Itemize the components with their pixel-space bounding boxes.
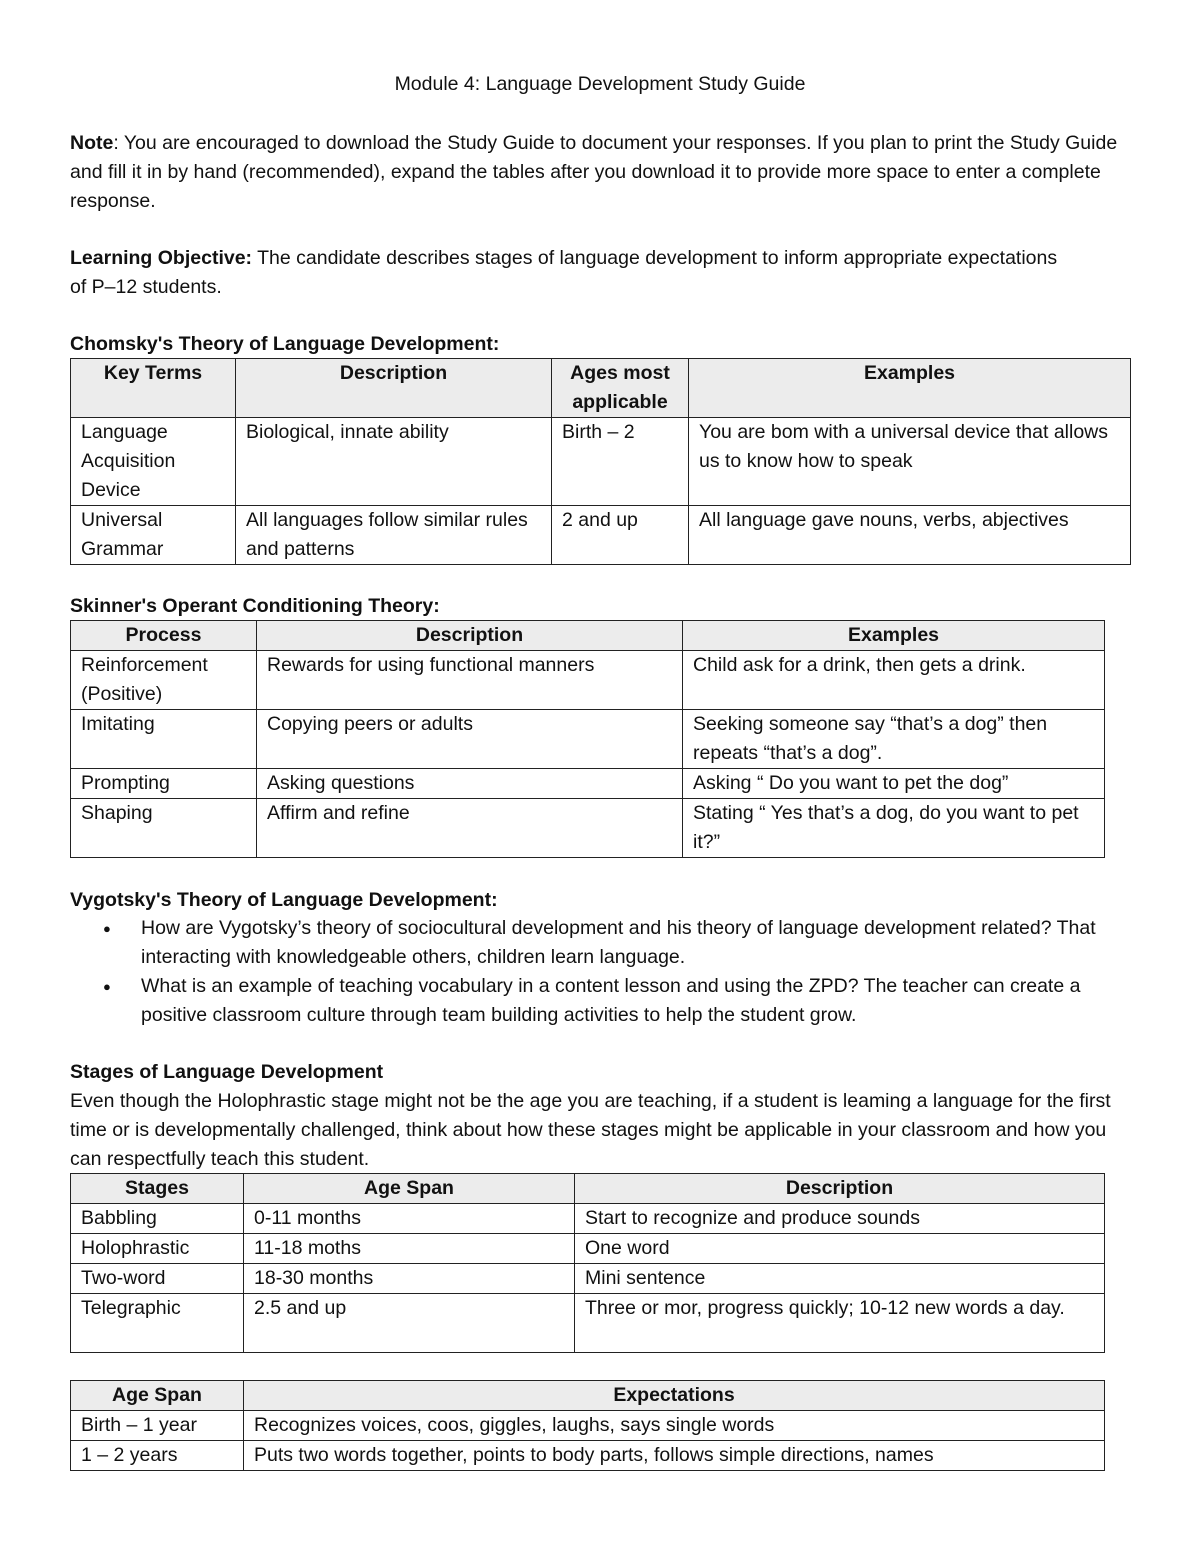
table-cell: Rewards for using functional manners (257, 651, 683, 710)
table-cell: Two-word (71, 1264, 244, 1294)
table-cell: Start to recognize and produce sounds (575, 1204, 1105, 1234)
table-cell: Asking questions (257, 769, 683, 799)
column-header: Examples (689, 359, 1131, 418)
note-text: : You are encouraged to download the Study Guide to document your responses. If you plan to print the Study Guide and fill it in by hand (recommended), expand the tables after you download it to provide more space to enter a complete response. (70, 132, 1118, 212)
table-cell: 18-30 months (244, 1264, 575, 1294)
table-cell: All language gave nouns, verbs, abjectives (689, 506, 1131, 565)
chomsky-table (70, 358, 1131, 565)
table-row (71, 710, 1105, 769)
chomsky-heading: Chomsky's Theory of Language Development: (70, 333, 500, 355)
table-cell: Imitating (71, 710, 257, 769)
table-row (71, 418, 1131, 506)
note-label: Note (70, 132, 114, 154)
table-header-row (71, 621, 1105, 651)
objective-text: The candidate describes stages of language development to inform appropriate expectations of P–12 students. (70, 247, 1058, 298)
table-row (71, 1234, 1105, 1264)
table-cell: Universal Grammar (71, 506, 236, 565)
page-title: Module 4: Language Development Study Guide (394, 73, 806, 95)
table-cell: 11-18 moths (244, 1234, 575, 1264)
table-cell: Seeking someone say “that’s a dog” then repeats “that’s a dog”. (683, 710, 1105, 769)
column-header: Age Span (71, 1381, 244, 1411)
column-header: Key Terms (71, 359, 236, 418)
table-cell: 0-11 months (244, 1204, 575, 1234)
table-header-row (71, 1381, 1105, 1411)
expectations-table (70, 1380, 1105, 1471)
table-cell: You are bom with a universal device that allows us to know how to speak (689, 418, 1131, 506)
table-cell: Recognizes voices, coos, giggles, laughs, says single words (244, 1411, 1105, 1441)
table-cell: Asking “ Do you want to pet the dog” (683, 769, 1105, 799)
table-header-row (71, 359, 1131, 418)
skinner-table (70, 620, 1105, 858)
vygotsky-heading: Vygotsky's Theory of Language Development: (70, 889, 498, 911)
table-cell: Biological, innate ability (236, 418, 552, 506)
table-row (71, 799, 1105, 858)
column-header: Expectations (244, 1381, 1105, 1411)
table-cell: Mini sentence (575, 1264, 1105, 1294)
table-cell: Three or mor, progress quickly; 10-12 new words a day. (575, 1294, 1105, 1353)
column-header: Examples (683, 621, 1105, 651)
column-header: Stages (71, 1174, 244, 1204)
table-cell: Shaping (71, 799, 257, 858)
table-cell: Birth – 1 year (71, 1411, 244, 1441)
table-cell: Telegraphic (71, 1294, 244, 1353)
table-cell: Reinforcement (Positive) (71, 651, 257, 710)
skinner-heading: Skinner's Operant Conditioning Theory: (70, 595, 440, 617)
table-cell: Prompting (71, 769, 257, 799)
list-item: ● How are Vygotsky’s theory of sociocultural development and his theory of language development related? That interacting with knowledgeable others, children learn language. (70, 914, 1110, 972)
vygotsky-bullet-list (70, 914, 1110, 1030)
table-cell: Babbling (71, 1204, 244, 1234)
table-cell: 1 – 2 years (71, 1441, 244, 1471)
stages-intro: Even though the Holophrastic stage might not be the age you are teaching, if a student is leaming a language for the first time or is developmentally challenged, think about how these stages might be applicable in your classroom and how you can respectfully teach this student. (70, 1090, 1111, 1170)
table-cell: Holophrastic (71, 1234, 244, 1264)
table-cell: Stating “ Yes that’s a dog, do you want to pet it?” (683, 799, 1105, 858)
column-header: Ages most applicable (552, 359, 689, 418)
note-paragraph (70, 129, 1130, 216)
table-cell: 2.5 and up (244, 1294, 575, 1353)
column-header: Age Span (244, 1174, 575, 1204)
stages-table (70, 1173, 1105, 1353)
table-cell: Copying peers or adults (257, 710, 683, 769)
table-cell: Puts two words together, points to body parts, follows simple directions, names (244, 1441, 1105, 1471)
table-row (71, 651, 1105, 710)
table-row (71, 1411, 1105, 1441)
table-cell: Child ask for a drink, then gets a drink. (683, 651, 1105, 710)
table-row (71, 1441, 1105, 1471)
table-cell: All languages follow similar rules and patterns (236, 506, 552, 565)
objective-label: Learning Objective: (70, 247, 253, 269)
table-header-row (71, 1174, 1105, 1204)
column-header: Description (236, 359, 552, 418)
table-row (71, 1204, 1105, 1234)
column-header: Description (575, 1174, 1105, 1204)
table-cell: 2 and up (552, 506, 689, 565)
list-item: ● What is an example of teaching vocabulary in a content lesson and using the ZPD? The teacher can create a positive classroom culture through team building activities to help the student grow. (70, 972, 1110, 1030)
table-row (71, 506, 1131, 565)
column-header: Description (257, 621, 683, 651)
table-cell: Affirm and refine (257, 799, 683, 858)
table-cell: One word (575, 1234, 1105, 1264)
stages-heading: Stages of Language Development (70, 1061, 384, 1083)
column-header: Process (71, 621, 257, 651)
table-row (71, 769, 1105, 799)
table-cell: Birth – 2 (552, 418, 689, 506)
table-row (71, 1294, 1105, 1353)
objective-paragraph (70, 244, 1070, 302)
table-row (71, 1264, 1105, 1294)
table-cell: Language Acquisition Device (71, 418, 236, 506)
